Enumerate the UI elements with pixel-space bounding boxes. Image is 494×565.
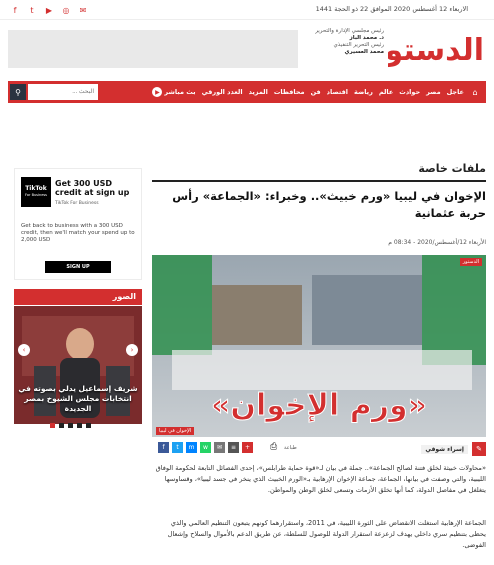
search-icon: ⚲: [15, 87, 21, 97]
print-icon[interactable]: ⎙: [270, 442, 278, 452]
slider-dot[interactable]: [50, 423, 55, 428]
current-date: الاربعاء 12 أغسطس 2020 الموافق 22 ذو الحجة 1441: [315, 5, 468, 13]
main-nav: [8, 81, 486, 103]
twitter-share-icon[interactable]: t: [172, 442, 183, 453]
instagram-icon[interactable]: ◎: [62, 5, 70, 15]
messenger-share-icon[interactable]: m: [186, 442, 197, 453]
top-bar: [0, 0, 494, 20]
print-share-icon[interactable]: ≡: [228, 442, 239, 453]
nav-item-0[interactable]: عاجل: [446, 88, 464, 96]
facebook-icon[interactable]: f: [13, 5, 17, 15]
print-label[interactable]: طباعة: [284, 445, 297, 451]
article-title: الإخوان في ليبيا «ورم خبيث».. وخبراء: «الجماعة» رأس حربة عثمانية: [172, 189, 486, 220]
live-stream-link[interactable]: [152, 87, 195, 97]
photos-header[interactable]: الصور: [14, 289, 142, 305]
slider-dot[interactable]: [68, 423, 73, 428]
nav-item-5[interactable]: اقتصاد: [326, 88, 348, 96]
hero-caption: الإخوان في ليبيا: [156, 427, 194, 435]
tiktok-logo-line2: For Business: [24, 193, 47, 197]
whatsapp-share-icon[interactable]: w: [200, 442, 211, 453]
nav-item-8[interactable]: المزيد: [248, 88, 268, 96]
author-name[interactable]: إسراء شوقي: [421, 445, 468, 454]
pen-icon: ✎: [472, 442, 486, 456]
chevron-left-icon[interactable]: ‹: [18, 344, 30, 356]
share-row: [152, 442, 486, 456]
nav-item-2[interactable]: حوادث: [399, 88, 421, 96]
nav-item-1[interactable]: مصر: [426, 88, 441, 96]
email-share-icon[interactable]: ✉: [214, 442, 225, 453]
photo-slide[interactable]: [14, 306, 142, 424]
hero-image: [152, 255, 486, 437]
nav-item-7[interactable]: محافظات: [273, 88, 305, 96]
tiktok-ad[interactable]: [14, 168, 142, 280]
twitter-icon[interactable]: t: [30, 5, 34, 15]
social-links: [8, 3, 90, 17]
live-label: بث مباشر: [164, 88, 196, 96]
chevron-right-icon[interactable]: ›: [126, 344, 138, 356]
search-button[interactable]: [10, 84, 26, 100]
slider-dot[interactable]: [59, 423, 64, 428]
search-input[interactable]: [28, 84, 98, 100]
email-icon[interactable]: ✉: [79, 5, 87, 15]
ad-headline: Get 300 USD credit at sign up: [55, 179, 130, 197]
editor-name: د. محمد الباز: [349, 35, 384, 41]
article-date: الأربعاء 12/أغسطس/2020 - 08:34 م: [388, 239, 486, 246]
hero-headline-text: «ورم الإخوان»: [210, 388, 428, 423]
nav-item-9[interactable]: العدد الورقي: [201, 88, 243, 96]
header-ad-banner[interactable]: [8, 30, 298, 68]
nav-item-3[interactable]: عالم: [378, 88, 394, 96]
article-paragraph-2: الجماعة الإرهابية استغلت الانقضاض على الثورة الليبية، في 2011، واستقرارهما كونهم يتبعون التنظيم العالمي والذي يحظى بتنظيم سري داخلي يهدف لزعزعة استقرار الدولة للوصول للسلطة، عن طريق الدعم بالأموال والسلاح وإشعال الفوضى.: [167, 519, 486, 549]
photo-caption[interactable]: شريف إسماعيل يدلي بصوته في انتخابات مجلس الشيوخ بمصر الجديدة: [18, 384, 138, 413]
site-header: [0, 20, 494, 80]
tiktok-logo: [21, 177, 51, 207]
nav-item-6[interactable]: فن: [310, 88, 321, 96]
exec-editor-name: محمد العسيري: [344, 49, 384, 55]
section-title[interactable]: ملفات خاصة: [418, 162, 486, 175]
article-paragraph-1: «محاولات خبيثة لخلق فتنة لصالح الجماعة».. جملة في بيان لـ«قوة حماية طرابلس»، إحدى الفصائل التابعة لحكومة الوفاق الليبية، والتي وصفت في بيانها، الجماعة، جماعة الإخوان الإرهابية بـ«الورم الخبيث الذي ينخر في جسد ليبيا»، وقساوسها يتغلغل في مفاصل الدولة، كما أنها تخلق الأزمات وتسعى لخلق الوطن والمواطن.: [155, 464, 486, 494]
slider-dot[interactable]: [86, 423, 91, 428]
author-block[interactable]: [421, 442, 486, 456]
logo-text: الدستو: [388, 33, 484, 68]
hero-tag: الدستور: [460, 258, 482, 266]
more-share-icon[interactable]: +: [242, 442, 253, 453]
editors-info: [308, 28, 384, 56]
ad-signup-button[interactable]: SIGN UP: [45, 261, 111, 273]
slider-dots: [50, 423, 91, 428]
facebook-share-icon[interactable]: f: [158, 442, 169, 453]
tiktok-logo-line1: TikTok: [25, 185, 47, 192]
ad-subtitle: TikTok For Business: [55, 201, 99, 206]
ad-body: Get back to business with a 300 USD credit, then we'll match your spend up to 2,000 USD: [21, 223, 135, 243]
share-icons: [158, 442, 253, 453]
nav-items: [152, 81, 480, 103]
site-logo[interactable]: [388, 26, 486, 72]
play-icon: ▶: [152, 87, 162, 97]
slider-dot[interactable]: [77, 423, 82, 428]
youtube-icon[interactable]: ▶: [45, 5, 53, 15]
exec-editor-title: رئيس التحرير التنفيذي: [333, 42, 384, 48]
nav-item-4[interactable]: رياضة: [354, 88, 373, 96]
section-divider: [152, 180, 486, 182]
editor-title: رئيس مجلسي الإدارة والتحرير: [315, 28, 384, 34]
home-icon[interactable]: ⌂: [472, 87, 478, 97]
